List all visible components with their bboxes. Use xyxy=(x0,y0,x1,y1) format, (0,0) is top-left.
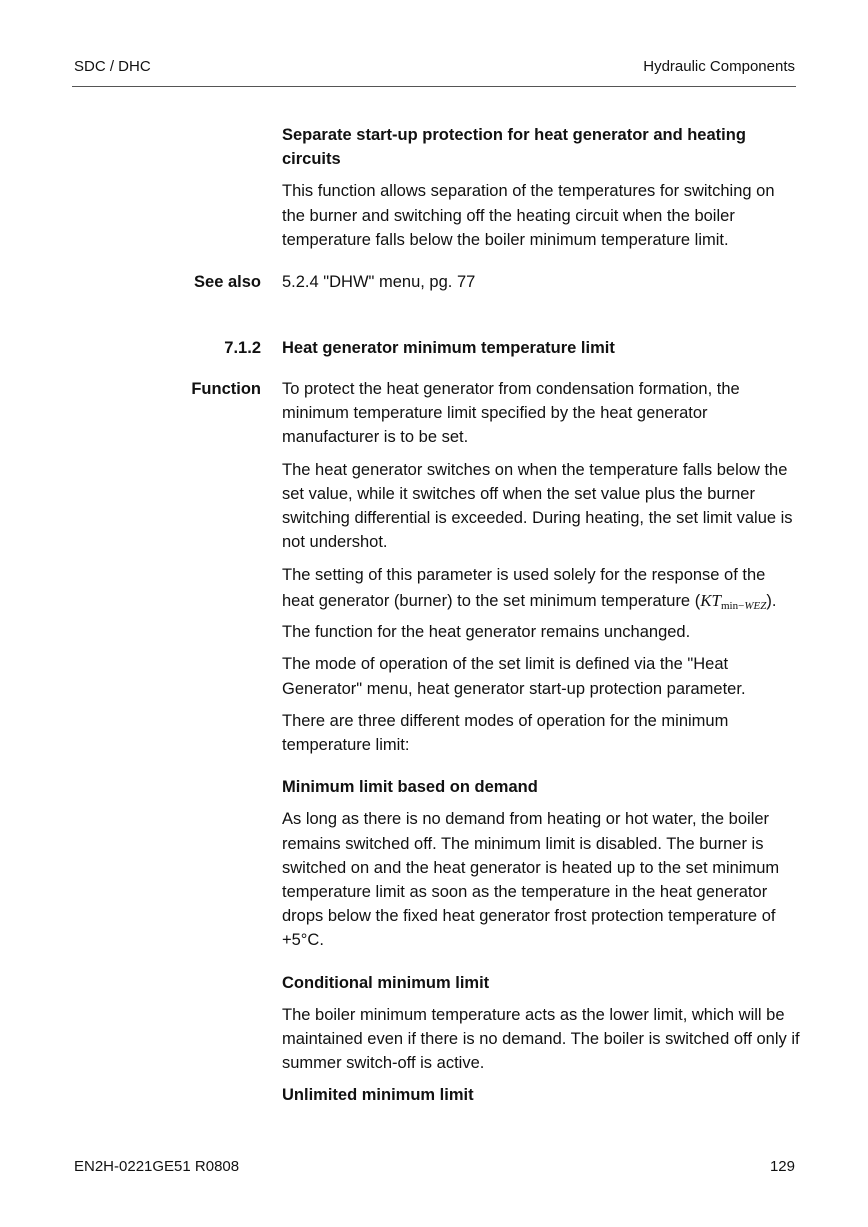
formula-kt-min-wez xyxy=(700,591,767,613)
function-paragraph-1: To protect the heat generator from condensation formation, the minimum temperature limit specified by the heat generator manufacturer is to be set. xyxy=(282,380,740,447)
see-also-text: 5.2.4 "DHW" menu, pg. 77 xyxy=(282,273,476,291)
mode-1-heading: Minimum limit based on demand xyxy=(282,778,538,797)
footer-page-number: 129 xyxy=(769,1158,795,1175)
function-paragraph-4: The mode of operation of the set limit is defined via the "Heat Generator" menu, heat generator start-up protection parameter. xyxy=(282,655,746,698)
function-body xyxy=(282,377,800,1108)
formula-main: KT xyxy=(700,591,721,611)
paragraph-3-start: The setting of this parameter is used solely for the response of the heat generator (burner) to the set minimum temperature ( xyxy=(282,566,766,611)
section-top xyxy=(282,123,800,252)
header-right: Hydraulic Components xyxy=(643,58,795,75)
function-paragraph-3 xyxy=(282,562,800,645)
header-rule xyxy=(72,86,796,87)
formula-sub-b: WEZ xyxy=(744,600,767,613)
mode-1-text: As long as there is no demand from heating or hot water, the boiler remains switched off. The minimum limit is disabled. The burner is switched on and the heat generator is heated up to the set minimum temperature limit as soon as the temperature in the heat generator drops below the fixed heat generator frost protection temperature of +5°C. xyxy=(282,810,780,950)
mode-3-heading: Unlimited minimum limit xyxy=(282,1086,474,1105)
mode-2-heading: Conditional minimum limit xyxy=(282,973,490,992)
section-number: 7.1.2 xyxy=(224,339,261,357)
formula-sub-a: min− xyxy=(721,600,745,613)
header-left: SDC / DHC xyxy=(74,58,151,75)
function-paragraph-2: The heat generator switches on when the temperature falls below the set value, while it switches off when the set value plus the burner switching differential is exceeded. During heating, the set limit value is not undershot. xyxy=(282,460,793,552)
function-paragraph-5: There are three different modes of operation for the minimum temperature limit: xyxy=(282,711,729,755)
footer-doc-id: EN2H-0221GE51 R0808 xyxy=(74,1158,240,1175)
section-top-paragraph: This function allows separation of the temperatures for switching on the burner and switching off the heating circuit when the boiler temperature falls below the boiler minimum temperature limit. xyxy=(282,182,775,249)
paragraph-3-end: ). The function for the heat generator remains unchanged. xyxy=(282,592,777,642)
see-also-label: See also xyxy=(194,273,261,291)
section-title: Heat generator minimum temperature limit xyxy=(282,339,615,357)
section-top-heading: Separate start-up protection for heat generator and heating circuits xyxy=(282,126,746,169)
function-label: Function xyxy=(191,380,261,398)
mode-2-text: The boiler minimum temperature acts as the lower limit, which will be maintained even if there is no demand. The boiler is switched off only if summer switch-off is active. xyxy=(282,1005,800,1073)
